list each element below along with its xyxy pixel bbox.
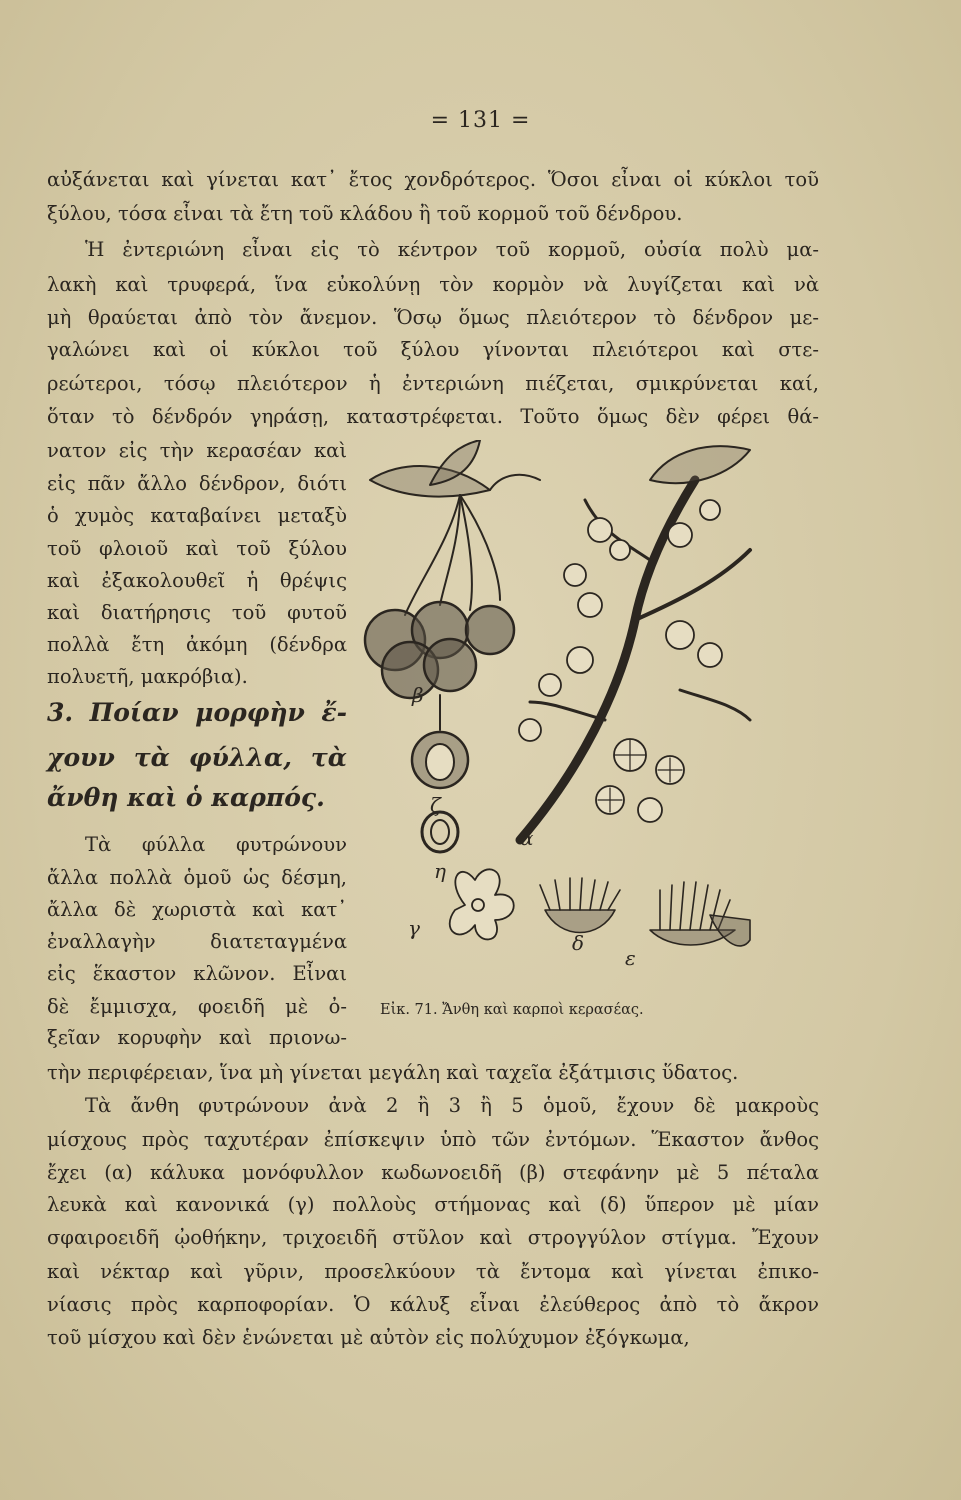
text-line: ξύλου, τόσα εἶναι τὰ ἔτη τοῦ κλάδου ἢ τοῦ κορμοῦ τοῦ δένδρου. (47, 202, 683, 225)
text-line: Ἡ ἐντεριώνη εἶναι εἰς τὸ κέντρον τοῦ κορμοῦ, οὐσία πολὺ μα- (85, 238, 819, 261)
text-line: αὐξάνεται καὶ γίνεται κατ᾽ ἔτος χονδρότερος. Ὅσοι εἶναι οἱ κύκλοι τοῦ (47, 168, 819, 191)
page-number: = 131 = (430, 108, 531, 133)
text-line: καὶ ἐξακολουθεῖ ἡ θρέψις (47, 569, 347, 592)
text-line: ἔχει (α) κάλυκα μονόφυλλον κωδωνοειδῆ (β) στεφάνην μὲ 5 πέταλα (47, 1161, 819, 1184)
section-heading: χουν τὰ φύλλα, τὰ (47, 743, 347, 772)
text-line: ὁ χυμὸς καταβαίνει μεταξὺ (47, 504, 347, 527)
text-line: σφαιροειδῆ ᾠοθήκην, τριχοειδῆ στῦλον καὶ στρογγύλον στίγμα. Ἔχουν (47, 1226, 819, 1249)
text-line: ἄλλα δὲ χωριστὰ καὶ κατ᾽ (47, 898, 347, 921)
figure-label-h: η (434, 859, 446, 883)
cherry-illustration (350, 440, 780, 1000)
text-line: Τὰ φύλλα φυτρώνουν (85, 833, 347, 856)
text-line: μὴ θραύεται ἀπὸ τὸν ἄνεμον. Ὅσῳ ὅμως πλειότερον τὸ δένδρον με- (47, 306, 819, 329)
text-line: ἐναλλαγὴν διατεταγμένα (47, 930, 347, 953)
text-line: ξεῖαν κορυφὴν καὶ πριονω- (47, 1026, 347, 1049)
text-line: γαλώνει καὶ οἱ κύκλοι τοῦ ξύλου γίνονται πλειότεροι καὶ στε- (47, 338, 819, 361)
text-line: τὴν περιφέρειαν, ἵνα μὴ γίνεται μεγάλη καὶ ταχεῖα ἐξάτμισις ὕδατος. (47, 1061, 739, 1084)
text-line: καὶ νέκταρ καὶ γῦριν, προσελκύουν τὰ ἔντομα καὶ γίνεται ἐπικο- (47, 1260, 819, 1283)
text-line: εἰς πᾶν ἄλλο δένδρον, διότι (47, 472, 347, 495)
figure-label-d: δ (572, 931, 585, 955)
text-line: ρεώτεροι, τόσῳ πλειότερον ἡ ἐντεριώνη πιέζεται, σμικρύνεται καί, (47, 372, 819, 395)
figure-label-a: α (520, 826, 534, 850)
figure-label-g: γ (408, 916, 420, 940)
text-line: τοῦ φλοιοῦ καὶ τοῦ ξύλου (47, 537, 347, 560)
section-heading: ἄνθη καὶ ὁ καρπός. (47, 783, 325, 812)
text-line: ὅταν τὸ δένδρόν γηράσῃ, καταστρέφεται. Τοῦτο ὅμως δὲν φέρει θά- (47, 405, 819, 428)
text-line: τοῦ μίσχου καὶ δὲν ἑνώνεται μὲ αὐτὸν εἰς πολύχυμον ἐξόγκωμα, (47, 1326, 690, 1349)
figure-caption: Εἰκ. 71. Ἄνθη καὶ καρποὶ κερασέας. (380, 1002, 644, 1018)
text-line: πολλὰ ἔτη ἀκόμη (δένδρα (47, 633, 347, 656)
text-line: καὶ διατήρησις τοῦ φυτοῦ (47, 601, 347, 624)
text-line: λακὴ καὶ τρυφερά, ἵνα εὐκολύνῃ τὸν κορμὸν νὰ λυγίζεται καὶ νὰ (47, 273, 819, 296)
text-line: εἰς ἕκαστον κλῶνον. Εἶναι (47, 962, 347, 985)
figure-label-e: ε (625, 946, 636, 970)
text-line: μίσχους πρὸς ταχυτέραν ἐπίσκεψιν ὑπὸ τῶν ἐντόμων. Ἕκαστον ἄνθος (47, 1128, 819, 1151)
text-line: νίασις πρὸς καρποφορίαν. Ὁ κάλυξ εἶναι ἐλεύθερος ἀπὸ τὸ ἄκρον (47, 1293, 819, 1316)
text-line: πολυετῆ, μακρόβια). (47, 665, 248, 688)
figure-label-b: β (412, 683, 424, 707)
figure-label-z: ζ (430, 793, 441, 817)
section-heading: 3. Ποίαν μορφὴν ἔ- (47, 698, 347, 727)
text-line: λευκὰ καὶ κανονικά (γ) πολλοὺς στήμονας καὶ (δ) ὕπερον μὲ μίαν (47, 1193, 819, 1216)
text-line: νατον εἰς τὴν κερασέαν καὶ (47, 439, 347, 462)
text-line: ἄλλα πολλὰ ὁμοῦ ὡς δέσμη, (47, 866, 347, 889)
text-line: δὲ ἔμμισχα, φοειδῆ μὲ ὀ- (47, 995, 347, 1018)
text-line: Τὰ ἄνθη φυτρώνουν ἀνὰ 2 ἢ 3 ἢ 5 ὁμοῦ, ἔχουν δὲ μακροὺς (85, 1094, 819, 1117)
